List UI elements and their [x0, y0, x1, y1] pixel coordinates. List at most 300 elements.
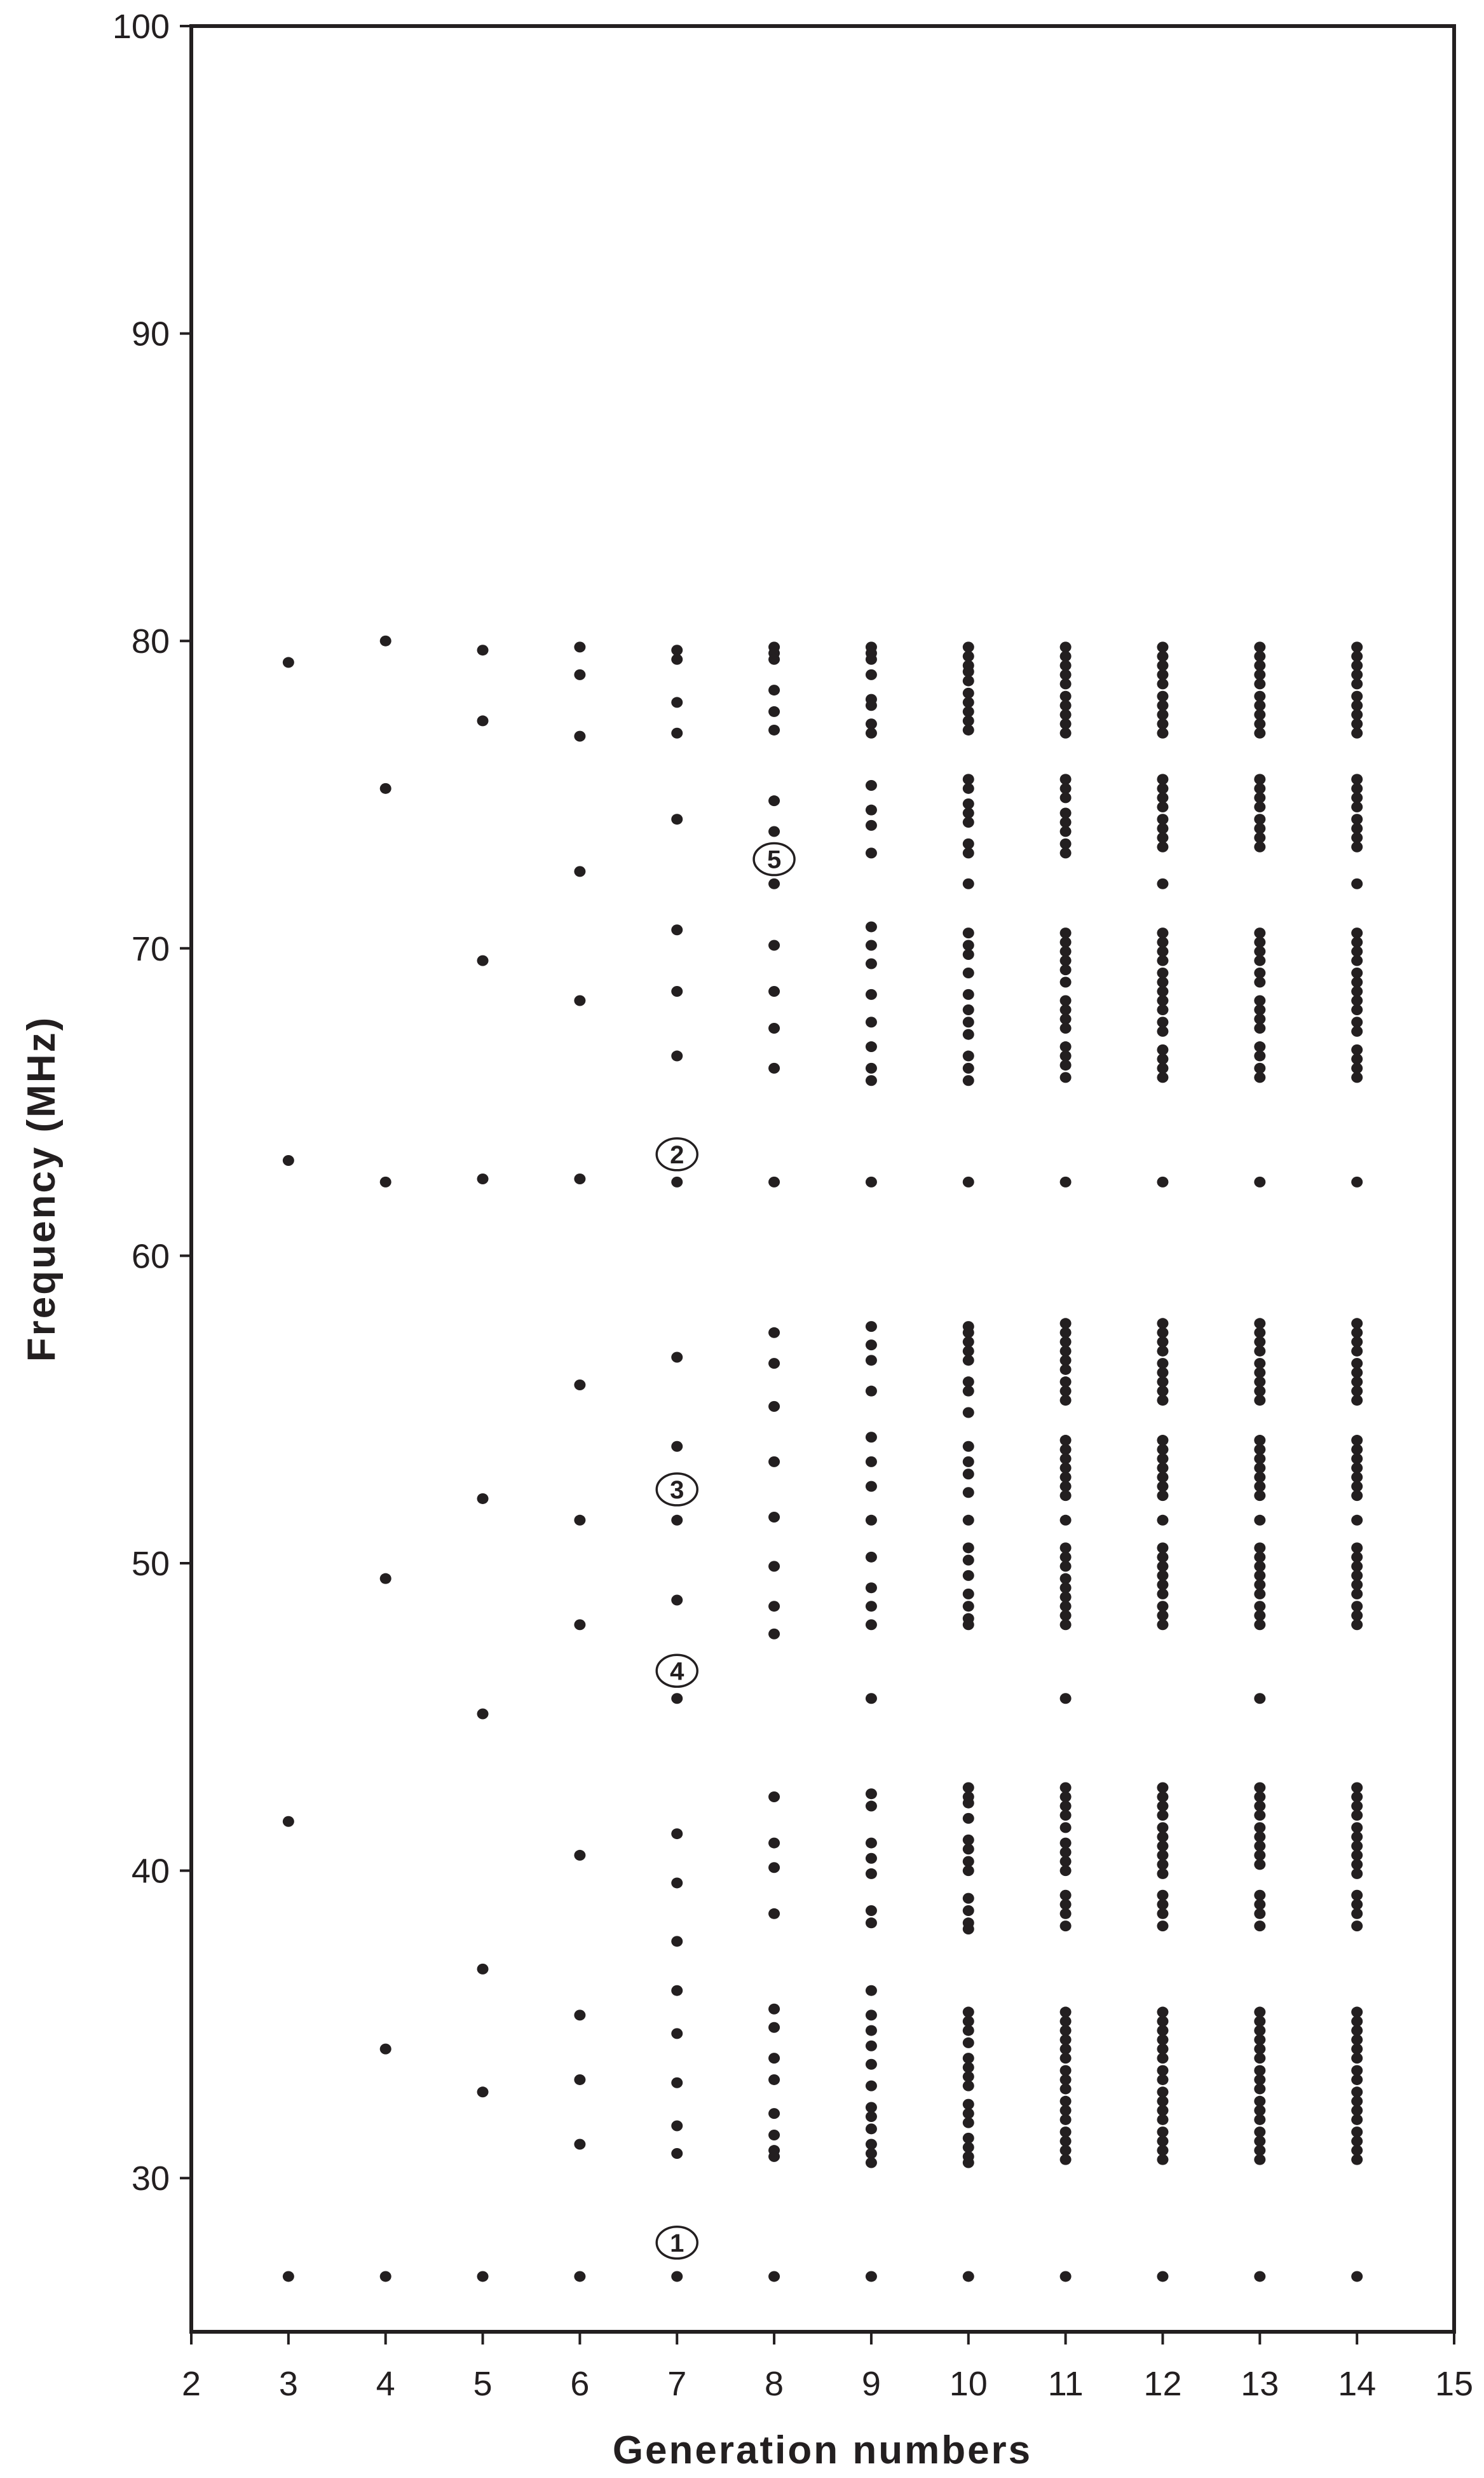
data-point	[574, 996, 585, 1006]
data-point	[963, 1386, 974, 1397]
data-point	[1060, 1791, 1072, 1802]
data-point	[1157, 1515, 1168, 1526]
data-point	[866, 1917, 877, 1928]
data-point	[1060, 669, 1072, 680]
data-point	[1351, 2154, 1363, 2165]
data-point	[1157, 2154, 1168, 2165]
data-point	[1157, 1579, 1168, 1590]
data-point	[866, 1041, 877, 1052]
data-point	[768, 725, 780, 736]
data-point	[1060, 928, 1072, 938]
data-point	[1157, 1435, 1168, 1446]
data-point	[1351, 968, 1363, 978]
data-point	[1254, 1023, 1265, 1034]
data-point	[1060, 1582, 1072, 1593]
data-point	[1254, 996, 1265, 1006]
data-point	[768, 1401, 780, 1412]
data-point	[1254, 1041, 1265, 1052]
data-point	[963, 1893, 974, 1904]
data-point	[1157, 879, 1168, 889]
data-point	[866, 2111, 877, 2122]
data-point	[283, 1816, 294, 1827]
data-point	[1351, 1840, 1363, 1851]
data-point	[1254, 1318, 1265, 1329]
data-point	[1157, 976, 1168, 987]
data-point	[1254, 1693, 1265, 1704]
data-point	[768, 1629, 780, 1639]
x-tick-label: 4	[376, 2365, 395, 2403]
data-point	[671, 1352, 683, 1362]
data-point	[866, 958, 877, 969]
data-point	[1060, 1041, 1072, 1052]
data-point	[1060, 1444, 1072, 1455]
data-point	[1060, 1619, 1072, 1630]
data-point	[1060, 1515, 1072, 1526]
data-point	[1060, 728, 1072, 739]
data-point	[1351, 2074, 1363, 2085]
data-point	[1157, 955, 1168, 966]
data-point	[1157, 1386, 1168, 1397]
data-point	[671, 728, 683, 739]
data-point	[1351, 928, 1363, 938]
data-point	[671, 1985, 683, 1996]
data-point	[963, 2025, 974, 2036]
data-point	[963, 715, 974, 726]
data-point	[1351, 1831, 1363, 1842]
data-point	[1157, 1481, 1168, 1492]
data-point	[1351, 955, 1363, 966]
data-point	[1351, 1463, 1363, 1474]
data-point	[768, 1023, 780, 1034]
data-point	[963, 949, 974, 960]
data-point	[1060, 1610, 1072, 1621]
x-tick-label: 9	[861, 2365, 881, 2403]
data-point	[1060, 955, 1072, 966]
data-point	[1060, 1856, 1072, 1867]
data-point	[283, 657, 294, 668]
data-point	[768, 2271, 780, 2282]
data-point	[1254, 2007, 1265, 2018]
data-point	[671, 924, 683, 935]
data-point	[1351, 792, 1363, 803]
data-point	[1157, 728, 1168, 739]
data-point	[1157, 986, 1168, 997]
data-point	[1157, 1783, 1168, 1793]
data-point	[1157, 2096, 1168, 2107]
data-point	[866, 989, 877, 1000]
data-point	[574, 2009, 585, 2020]
data-point	[963, 1844, 974, 1854]
data-point	[1254, 641, 1265, 652]
data-point	[1157, 1472, 1168, 1482]
data-point	[963, 847, 974, 858]
data-point	[866, 1515, 877, 1526]
data-point	[1351, 2105, 1363, 2116]
data-point	[1351, 669, 1363, 680]
data-point	[1157, 2271, 1168, 2282]
data-point	[1060, 1364, 1072, 1375]
data-point	[1157, 1810, 1168, 1821]
data-point	[1157, 1610, 1168, 1621]
data-point	[768, 986, 780, 997]
data-point	[1157, 2044, 1168, 2055]
data-point	[866, 2059, 877, 2070]
data-point	[1351, 1386, 1363, 1397]
data-point	[866, 669, 877, 680]
data-point	[671, 1515, 683, 1526]
data-point	[1351, 1579, 1363, 1590]
data-point	[768, 826, 780, 837]
data-point	[1254, 1890, 1265, 1901]
data-point	[1351, 2271, 1363, 2282]
data-point	[380, 636, 391, 647]
data-point	[963, 783, 974, 794]
data-point	[1060, 1355, 1072, 1366]
data-point	[671, 2271, 683, 2282]
data-point	[768, 1512, 780, 1523]
data-point	[1254, 2044, 1265, 2055]
data-point	[1254, 1063, 1265, 1074]
data-point	[1060, 792, 1072, 803]
data-point	[1157, 2126, 1168, 2137]
data-points	[283, 636, 1363, 2282]
data-point	[866, 847, 877, 858]
data-point	[866, 1853, 877, 1864]
data-point	[1351, 2126, 1363, 2137]
data-point	[963, 808, 974, 819]
data-point	[1157, 1072, 1168, 1083]
data-point	[963, 928, 974, 938]
data-point	[866, 2041, 877, 2051]
data-point	[768, 1358, 780, 1369]
data-point	[671, 2120, 683, 2131]
data-point	[1254, 976, 1265, 987]
data-point	[1254, 1367, 1265, 1378]
data-point	[1351, 1920, 1363, 1931]
data-point	[1351, 1395, 1363, 1406]
data-point	[1254, 814, 1265, 825]
data-point	[963, 1601, 974, 1612]
data-point	[866, 805, 877, 816]
data-point	[1060, 1552, 1072, 1563]
data-point	[1060, 2053, 1072, 2064]
data-point	[1351, 1026, 1363, 1037]
data-point	[768, 879, 780, 889]
data-point	[866, 728, 877, 739]
data-point	[866, 1063, 877, 1074]
annotation-label: 3	[670, 1475, 684, 1504]
data-point	[1060, 774, 1072, 784]
data-point	[1157, 651, 1168, 662]
data-point	[866, 1386, 877, 1397]
data-point	[1157, 1044, 1168, 1055]
data-point	[1060, 2083, 1072, 2094]
annotation-5	[754, 844, 794, 875]
data-point	[1351, 1619, 1363, 1630]
data-point	[1157, 1463, 1168, 1474]
data-point	[1351, 1327, 1363, 1338]
series-generation-14	[1351, 641, 1363, 2282]
data-point	[1157, 1589, 1168, 1599]
data-point	[1351, 1822, 1363, 1833]
data-point	[1060, 2145, 1072, 2156]
data-point	[768, 1561, 780, 1571]
data-point	[1060, 660, 1072, 671]
data-point	[1157, 2145, 1168, 2156]
data-point	[866, 1905, 877, 1916]
data-point	[1060, 1573, 1072, 1584]
data-point	[963, 839, 974, 849]
data-point	[963, 2081, 974, 2091]
data-point	[1157, 783, 1168, 794]
data-point	[1060, 718, 1072, 729]
data-point	[963, 1542, 974, 1553]
data-point	[1157, 802, 1168, 812]
data-point	[1254, 651, 1265, 662]
x-tick-label: 13	[1241, 2365, 1279, 2403]
data-point	[1254, 2105, 1265, 2116]
data-point	[866, 1432, 877, 1442]
data-point	[1351, 2114, 1363, 2125]
data-point	[768, 1327, 780, 1338]
data-point	[1254, 1561, 1265, 1571]
data-point	[1351, 937, 1363, 948]
data-point	[963, 697, 974, 708]
data-point	[1060, 1072, 1072, 1083]
data-point	[963, 1346, 974, 1357]
y-axis-ticks	[112, 8, 191, 2198]
data-point	[1060, 1810, 1072, 1821]
data-point	[768, 1601, 780, 1612]
data-point	[671, 2078, 683, 2088]
data-point	[671, 645, 683, 655]
series-generation-12	[1157, 641, 1168, 2282]
annotation-label: 4	[670, 1657, 684, 1686]
data-point	[1254, 1840, 1265, 1851]
x-tick-label: 14	[1338, 2365, 1377, 2403]
data-point	[1351, 1589, 1363, 1599]
data-point	[1351, 802, 1363, 812]
data-point	[1351, 1063, 1363, 1074]
data-point	[671, 1051, 683, 1062]
data-point	[1157, 691, 1168, 702]
data-point	[1060, 651, 1072, 662]
data-point	[1254, 1850, 1265, 1861]
data-point	[1351, 1336, 1363, 1347]
data-point	[1157, 2016, 1168, 2027]
data-point	[1060, 1435, 1072, 1446]
data-point	[963, 1619, 974, 1630]
data-point	[1351, 986, 1363, 997]
data-point	[1351, 2136, 1363, 2147]
data-point	[1351, 1561, 1363, 1571]
data-point	[1060, 1542, 1072, 1553]
data-point	[1351, 691, 1363, 702]
data-point	[963, 2062, 974, 2073]
data-point	[1254, 2145, 1265, 2156]
data-point	[866, 1601, 877, 1612]
data-point	[1157, 678, 1168, 689]
data-point	[1254, 700, 1265, 711]
data-point	[963, 676, 974, 687]
data-point	[1157, 774, 1168, 784]
data-point	[866, 1801, 877, 1812]
data-point	[963, 1029, 974, 1040]
data-point	[1157, 832, 1168, 843]
data-point	[1351, 1435, 1363, 1446]
data-point	[1254, 1051, 1265, 1062]
data-point	[1254, 1801, 1265, 1812]
data-point	[963, 879, 974, 889]
data-point	[1254, 1358, 1265, 1369]
data-point	[1060, 1783, 1072, 1793]
data-point	[1060, 1490, 1072, 1501]
data-point	[1157, 1801, 1168, 1812]
x-tick-label: 5	[473, 2365, 493, 2403]
data-point	[477, 715, 489, 726]
data-point	[380, 1573, 391, 1584]
data-point	[1157, 946, 1168, 957]
data-point	[1157, 1053, 1168, 1064]
data-point	[671, 1693, 683, 1704]
data-point	[963, 725, 974, 736]
data-point	[1060, 1693, 1072, 1704]
x-tick-label: 15	[1434, 2365, 1474, 2403]
data-point	[1060, 2126, 1072, 2137]
data-point	[1351, 641, 1363, 652]
data-point	[1157, 1177, 1168, 1188]
data-point	[1157, 2025, 1168, 2036]
y-tick-label: 80	[131, 622, 170, 661]
data-point	[1254, 678, 1265, 689]
data-point	[477, 955, 489, 966]
data-point	[1254, 2034, 1265, 2045]
data-point	[1060, 783, 1072, 794]
data-point	[1351, 709, 1363, 720]
data-point	[963, 688, 974, 699]
data-point	[963, 774, 974, 784]
data-point	[1351, 1346, 1363, 1357]
data-point	[963, 1813, 974, 1824]
data-point	[963, 989, 974, 1000]
data-point	[1060, 826, 1072, 837]
data-point	[963, 1570, 974, 1581]
data-point	[768, 706, 780, 717]
data-point	[1060, 1865, 1072, 1876]
series-generation-7	[671, 645, 683, 2282]
data-point	[963, 1555, 974, 1566]
data-point	[866, 1177, 877, 1188]
data-point	[1157, 2114, 1168, 2125]
data-point	[671, 2028, 683, 2039]
data-point	[1060, 2114, 1072, 2125]
series-generation-13	[1254, 641, 1265, 2282]
data-point	[866, 2123, 877, 2134]
data-point	[1254, 1004, 1265, 1015]
data-point	[283, 1155, 294, 1166]
annotation-label: 2	[670, 1140, 684, 1169]
annotation-label: 1	[670, 2229, 684, 2257]
data-point	[1060, 641, 1072, 652]
data-point	[1254, 1346, 1265, 1357]
data-point	[1254, 1570, 1265, 1581]
data-point	[963, 651, 974, 662]
data-point	[1351, 2065, 1363, 2076]
data-point	[1254, 1177, 1265, 1188]
data-point	[1351, 1810, 1363, 1821]
data-point	[866, 1017, 877, 1027]
data-point	[1157, 1327, 1168, 1338]
data-point	[768, 1838, 780, 1849]
x-tick-label: 3	[278, 2365, 298, 2403]
data-point	[1351, 1542, 1363, 1553]
data-point	[1351, 1177, 1363, 1188]
data-point	[768, 1791, 780, 1802]
data-point	[671, 1441, 683, 1452]
data-point	[574, 641, 585, 652]
data-point	[1351, 651, 1363, 662]
data-point	[1254, 1899, 1265, 1910]
data-point	[963, 1783, 974, 1793]
data-point	[1157, 2086, 1168, 2097]
data-point	[1157, 968, 1168, 978]
data-point	[1254, 1619, 1265, 1630]
data-point	[574, 1619, 585, 1630]
data-point	[1351, 2053, 1363, 2064]
data-point	[1254, 1610, 1265, 1621]
data-point	[380, 783, 391, 794]
data-point	[963, 2099, 974, 2110]
data-point	[866, 2081, 877, 2091]
data-point	[1060, 2271, 1072, 2282]
data-point	[1060, 839, 1072, 849]
data-point	[1351, 700, 1363, 711]
data-point	[1351, 1890, 1363, 1901]
data-point	[1060, 1051, 1072, 1062]
data-point	[1351, 2007, 1363, 2018]
data-point	[866, 1321, 877, 1332]
data-point	[1060, 1060, 1072, 1071]
data-point	[963, 1856, 974, 1867]
data-point	[1254, 1453, 1265, 1464]
data-point	[1060, 1890, 1072, 1901]
data-point	[1351, 660, 1363, 671]
data-point	[1157, 1367, 1168, 1378]
data-point	[1157, 700, 1168, 711]
data-point	[574, 1379, 585, 1390]
y-axis-title: Frequency (MHz)	[20, 1015, 64, 1362]
data-point	[1351, 1044, 1363, 1055]
data-point	[1254, 928, 1265, 938]
data-point	[1060, 1920, 1072, 1931]
data-point	[963, 1487, 974, 1498]
data-point	[768, 2022, 780, 2033]
data-point	[963, 2108, 974, 2119]
data-point	[1351, 2025, 1363, 2036]
data-point	[1254, 709, 1265, 720]
data-point	[1254, 1490, 1265, 1501]
data-point	[963, 1004, 974, 1015]
data-point	[1351, 2044, 1363, 2055]
data-point	[963, 940, 974, 950]
data-point	[1254, 2096, 1265, 2107]
data-point	[380, 1177, 391, 1188]
data-point	[866, 2139, 877, 2150]
data-point	[1351, 718, 1363, 729]
data-point	[1157, 1831, 1168, 1842]
data-point	[1254, 968, 1265, 978]
data-point	[1254, 1435, 1265, 1446]
